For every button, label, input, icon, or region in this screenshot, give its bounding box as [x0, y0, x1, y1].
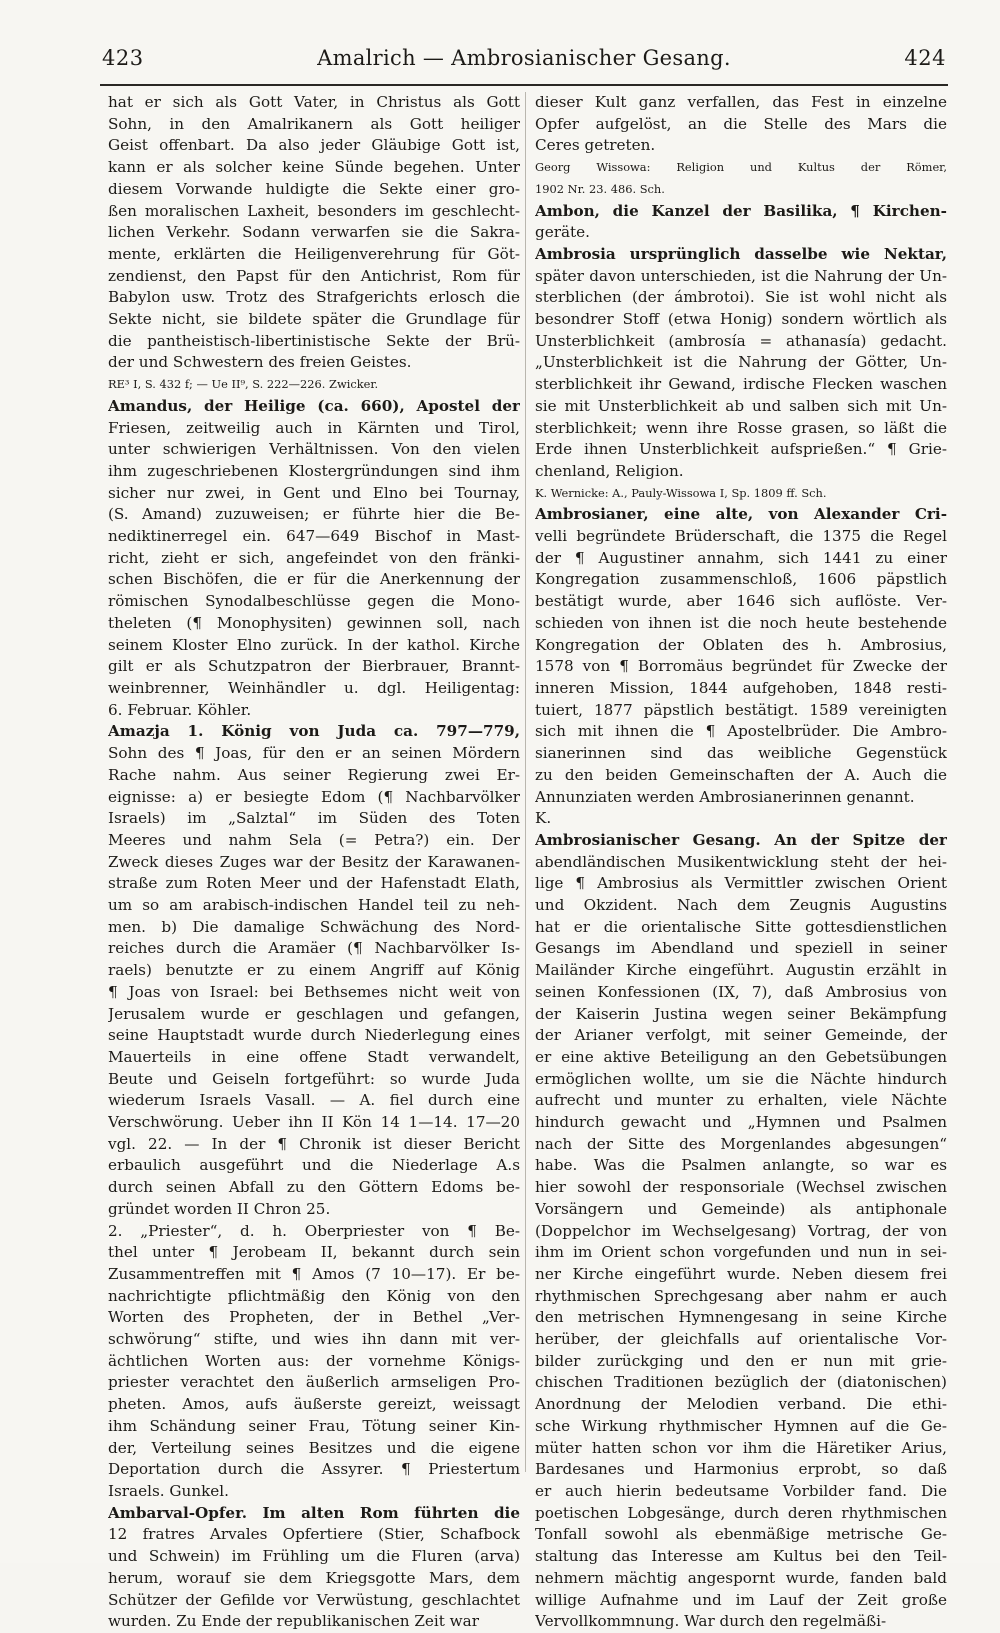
text-line: Amazja 1. König von Juda ca. 797—779, [108, 722, 520, 741]
left-column [108, 92, 520, 1633]
text-line: Georg Wissowa: Religion und Kultus der Römer, [535, 160, 947, 175]
text-line: hat er sich als Gott Vater, in Christus als Gott [108, 93, 520, 111]
text-line: ihm zugeschriebenen Klostergründungen sind ihm [108, 461, 520, 480]
text-line: Deportation durch die Assyrer. ¶ Priestertum [108, 1460, 520, 1479]
text-line: 1902 Nr. 23. 486. Sch. [535, 181, 665, 196]
text-line: der, Verteilung seines Besitzes und die eigene [108, 1438, 520, 1457]
text-line: herum, worauf sie dem Kriegsgotte Mars, dem [108, 1568, 520, 1587]
text-line: bilder zurückging und den er nun mit grie- [535, 1351, 947, 1370]
text-line: tuiert, 1877 päpstlich bestätigt. 1589 vereinigten [535, 700, 947, 719]
text-line: theleten (¶ Monophysiten) gewinnen soll, nach [108, 613, 520, 632]
text-line: Israels) im „Salztal“ im Süden des Toten [108, 809, 520, 828]
text-line: nehmern mächtig angespornt wurde, fanden bald [535, 1568, 947, 1587]
text-line: mente, erklärten die Heiligenverehrung für Göt- [108, 244, 520, 263]
text-line: den metrischen Hymnengesang in seine Kirche [535, 1308, 947, 1327]
text-line: diesem Vorwande huldigte die Sekte einer gro- [108, 179, 520, 198]
text-line: und Schwein) im Frühling um die Fluren (arva) [108, 1547, 520, 1566]
text-line: Verschwörung. Ueber ihn II Kön 14 1—14. 17—20 [108, 1113, 520, 1132]
text-line: Opfer aufgelöst, an die Stelle des Mars die [535, 114, 947, 133]
text-line: Annunziaten werden Ambrosianerinnen genannt. [535, 787, 915, 806]
text-line: (Doppelchor im Wechselgesang) Vortrag, der von [535, 1221, 947, 1240]
text-line: habe. Was die Psalmen anlangte, so war es [535, 1156, 947, 1175]
page-header [100, 46, 948, 82]
text-line: sche Wirkung rhythmischer Hymnen auf die Ge- [535, 1416, 947, 1435]
header-rule [100, 84, 948, 86]
text-line: ermöglichen wollte, um sie die Nächte hindurch [535, 1069, 947, 1088]
text-line: weinbrenner, Weinhändler u. dgl. Heiligentag: [108, 678, 520, 697]
text-line: Vervollkommnung. War durch den regelmäßi- [535, 1612, 887, 1631]
running-title: Amalrich — Ambrosianischer Gesang. [317, 46, 731, 70]
text-line: zendienst, den Papst für den Antichrist, Rom für [108, 266, 520, 285]
text-line: Ambrosia ursprünglich dasselbe wie Nektar, [535, 244, 947, 263]
text-line: staltung das Interesse am Kultus bei den Teil- [535, 1547, 947, 1566]
text-line: müter hatten schon vor ihm die Häretiker Arius, [535, 1438, 947, 1457]
page-number-left: 423 [102, 46, 144, 70]
column-divider [525, 92, 526, 1472]
right-column [535, 92, 947, 1633]
text-line: RE³ I, S. 432 f; — Ue II⁹, S. 222—226. Zwicker. [108, 377, 379, 392]
text-line: Ambrosianischer Gesang. An der Spitze der [535, 830, 947, 849]
text-line: Ceres getreten. [535, 136, 656, 155]
text-line: reiches durch die Aramäer (¶ Nachbarvölker Is- [108, 939, 520, 958]
text-line: Friesen, zeitweilig auch in Kärnten und Tirol, [108, 418, 520, 437]
text-line: sterblichkeit ihr Gewand, irdische Flecken waschen [535, 375, 947, 394]
text-line: 12 fratres Arvales Opfertiere (Stier, Schafbock [108, 1525, 520, 1544]
text-line: abendländischen Musikentwicklung steht der hei- [535, 852, 947, 871]
text-line: der Arianer verfolgt, mit seiner Gemeinde, der [535, 1026, 947, 1045]
text-line: durch seinen Abfall zu den Göttern Edoms be- [108, 1178, 520, 1197]
text-line: Worten des Propheten, der in Bethel „Ver- [108, 1308, 520, 1327]
text-line: besondrer Stoff (etwa Honig) sondern wörtlich als [535, 310, 947, 329]
text-line: Ambrosianer, eine alte, von Alexander Cri- [535, 505, 947, 524]
text-line: Babylon usw. Trotz des Strafgerichts erlosch die [108, 288, 520, 307]
text-line: (S. Amand) zuzuweisen; er führte hier die Be- [108, 505, 520, 524]
text-line: nachrichtigte pflichtmäßig den König von den [108, 1286, 520, 1305]
text-line: der ¶ Augustiner annahm, sich 1441 zu einer [535, 548, 947, 567]
text-line: ihm im Orient schon vorgefunden und nun in sei- [535, 1243, 947, 1262]
text-line: der und Schwestern des freien Geistes. [108, 353, 412, 372]
text-line: herüber, der gleichfalls auf orientalische Vor- [535, 1330, 947, 1349]
text-line: wurden. Zu Ende der republikanischen Zeit war [108, 1612, 479, 1631]
text-line: seinem Kloster Elno zurück. In der kathol. Kirche [108, 635, 520, 654]
text-line: schen Bischöfen, die er für die Anerkennung der [108, 570, 520, 589]
text-line: raels) benutzte er zu einem Angriff auf König [108, 961, 520, 980]
text-line: willige Aufnahme und im Lauf der Zeit große [535, 1590, 947, 1609]
text-line: er auch hierin bedeutsame Vorbilder fand. Die [535, 1482, 947, 1500]
text-line: Erde ihnen Unsterblichkeit aufsprießen.“ ¶ Grie- [535, 440, 947, 459]
text-line: schwörung“ stifte, und wies ihn dann mit ver- [108, 1330, 520, 1349]
text-line: „Unsterblichkeit ist die Nahrung der Götter, Un- [535, 353, 947, 372]
text-line: Israels. Gunkel. [108, 1482, 229, 1500]
text-line: Geist offenbart. Da also jeder Gläubige Gott ist, [108, 136, 520, 155]
text-line: gründet worden II Chron 25. [108, 1199, 331, 1218]
text-line: Zweck dieses Zuges war der Besitz der Karawanen- [108, 852, 520, 871]
text-line: ihm Schändung seiner Frau, Tötung seiner Kin- [108, 1416, 520, 1435]
text-line: 6. Februar. Köhler. [108, 700, 252, 719]
text-line: Bardesanes und Harmonius erprobt, so daß [535, 1460, 947, 1479]
text-line: kann er als solcher keine Sünde begehen. Unter [108, 158, 520, 177]
text-line: Amandus, der Heilige (ca. 660), Apostel der [108, 396, 520, 415]
text-line: chenland, Religion. [535, 461, 684, 480]
text-line: 1578 von ¶ Borromäus begründet für Zwecke der [535, 657, 947, 676]
text-line: hindurch gewacht und „Hymnen und Psalmen [535, 1113, 947, 1132]
text-line: seine Hauptstadt wurde durch Niederlegung eines [108, 1026, 520, 1045]
text-line: bestätigt wurde, aber 1646 sich auflöste. Ver- [535, 592, 947, 611]
text-line: aufrecht und munter zu erhalten, viele Nächte [535, 1091, 947, 1110]
text-line: ßen moralischen Laxheit, besonders im geschlecht- [108, 201, 520, 220]
text-line: Unsterblichkeit (ambrosía = athanasía) gedacht. [535, 331, 947, 350]
text-line: richt, zieht er sich, angefeindet von den fränki- [108, 548, 520, 567]
text-line: Vorsängern und Gemeinde) als antiphonale [535, 1199, 947, 1218]
text-line: Tonfall sowohl als ebenmäßige metrische Ge- [535, 1525, 947, 1544]
text-line: römischen Synodalbeschlüsse gegen die Mono- [108, 592, 520, 611]
text-line: wiederum Israels Vasall. — A. fiel durch eine [108, 1091, 520, 1110]
text-line: zu den beiden Gemeinschaften der A. Auch die [535, 765, 947, 784]
text-line: Ambarval-Opfer. Im alten Rom führten die [108, 1503, 520, 1522]
text-line: sterblichkeit; wenn ihre Rosse grasen, so läßt die [535, 418, 947, 437]
text-line: chischen Traditionen bezüglich der (diatonischen) [535, 1373, 947, 1392]
text-line: Gesangs im Abendland und speziell in seiner [535, 939, 947, 958]
text-line: erbaulich ausgeführt und die Niederlage A.s [108, 1156, 520, 1175]
text-line: unter schwierigen Verhältnissen. Von den vielen [108, 440, 520, 459]
text-line: lige ¶ Ambrosius als Vermittler zwischen Orient [535, 874, 947, 893]
text-line: men. b) Die damalige Schwächung des Nord- [108, 917, 520, 936]
text-line: sterblichen (der ámbrotoi). Sie ist wohl nicht als [535, 288, 947, 307]
text-line: nediktinerregel ein. 647—649 Bischof in Mast- [108, 527, 520, 546]
text-line: die pantheistisch-libertinistische Sekte der Brü- [108, 331, 520, 350]
text-line: Rache nahm. Aus seiner Regierung zwei Er- [108, 765, 520, 784]
text-line: sianerinnen sind das weibliche Gegenstück [535, 744, 947, 763]
text-line: um so am arabisch-indischen Handel teil zu neh- [108, 896, 520, 915]
text-line: Jerusalem wurde er geschlagen und gefangen, [108, 1004, 520, 1023]
text-line: Kongregation zusammenschloß, 1606 päpstlich [535, 570, 947, 589]
text-line: thel unter ¶ Jerobeam II, bekannt durch sein [108, 1243, 520, 1262]
text-line: Sekte nicht, sie bildete später die Grundlage für [108, 310, 520, 329]
text-line: Sohn, in den Amalrikanern als Gott heiliger [108, 114, 520, 133]
text-line: Meeres und nahm Sela (= Petra?) ein. Der [108, 830, 520, 849]
text-line: sie mit Unsterblichkeit ab und salben sich mit Un- [535, 396, 947, 415]
text-line: inneren Mission, 1844 aufgehoben, 1848 resti- [535, 678, 947, 697]
text-line: Ambon, die Kanzel der Basilika, ¶ Kirchen- [535, 201, 947, 220]
text-line: Mailänder Kirche eingeführt. Augustin erzählt in [535, 961, 947, 980]
text-line: K. [535, 809, 552, 828]
text-line: und Okzident. Nach dem Zeugnis Augustins [535, 896, 947, 915]
text-line: eignisse: a) er besiegte Edom (¶ Nachbarvölker [108, 787, 520, 806]
text-line: lichen Verkehr. Sodann verwarfen sie die Sakra- [108, 223, 520, 242]
text-line: hat er die orientalische Sitte gottesdienstlichen [535, 917, 947, 936]
text-line: nach der Sitte des Morgenlandes abgesungen“ [535, 1134, 947, 1153]
text-line: Anordnung der Melodien verband. Die ethi- [535, 1395, 947, 1414]
text-line: Kongregation der Oblaten des h. Ambrosius, [535, 635, 947, 654]
text-line: hier sowohl der responsoriale (Wechsel zwischen [535, 1178, 947, 1197]
text-line: Sohn des ¶ Joas, für den er an seinen Mördern [108, 744, 520, 763]
text-line: später davon unterschieden, ist die Nahrung der Un- [535, 266, 947, 285]
text-line: sicher nur zwei, in Gent und Elno bei Tournay, [108, 483, 520, 502]
text-line: er eine aktive Beteiligung an den Gebetsübungen [535, 1047, 947, 1066]
text-line: ¶ Joas von Israel: bei Bethsemes nicht weit von [108, 982, 520, 1001]
text-line: ner Kirche eingeführt wurde. Neben diesem frei [535, 1264, 947, 1283]
text-line: Schützer der Gefilde vor Verwüstung, geschlachtet [108, 1590, 520, 1609]
text-line: priester verachtet den äußerlich armseligen Pro- [108, 1373, 520, 1392]
text-line: dieser Kult ganz verfallen, das Fest in einzelne [535, 93, 947, 111]
text-line: Zusammentreffen mit ¶ Amos (7 10—17). Er be- [108, 1264, 520, 1283]
text-line: rhythmischen Sprechgesang aber nahm er auch [535, 1286, 947, 1305]
text-line: straße zum Roten Meer und der Hafenstadt Elath, [108, 874, 520, 893]
text-line: sich mit ihnen die ¶ Apostelbrüder. Die Ambro- [535, 722, 947, 741]
text-line: schieden von ihnen ist die noch heute bestehende [535, 613, 947, 632]
text-line: poetischen Lobgesänge, durch deren rhythmischen [535, 1503, 947, 1522]
text-line: pheten. Amos, aufs äußerste gereizt, weissagt [108, 1395, 520, 1414]
text-line: Mauerteils in eine offene Stadt verwandelt, [108, 1047, 520, 1066]
text-line: velli begründete Brüderschaft, die 1375 die Regel [535, 527, 947, 546]
text-line: gilt er als Schutzpatron der Bierbrauer, Brannt- [108, 657, 520, 676]
text-line: geräte. [535, 223, 590, 242]
text-line: seinen Konfessionen (IX, 7), daß Ambrosius von [535, 982, 947, 1001]
text-line: vgl. 22. — In der ¶ Chronik ist dieser Bericht [108, 1134, 520, 1153]
text-line: Beute und Geiseln fortgeführt: so wurde Juda [108, 1069, 520, 1088]
text-line: ächtlichen Worten aus: der vornehme Königs- [108, 1351, 520, 1370]
page-number-right: 424 [904, 46, 946, 70]
text-line: der Kaiserin Justina wegen seiner Bekämpfung [535, 1004, 947, 1023]
text-line: K. Wernicke: A., Pauly-Wissowa I, Sp. 1809 ff. Sch. [535, 485, 827, 500]
text-line: 2. „Priester“, d. h. Oberpriester von ¶ Be- [108, 1221, 520, 1240]
